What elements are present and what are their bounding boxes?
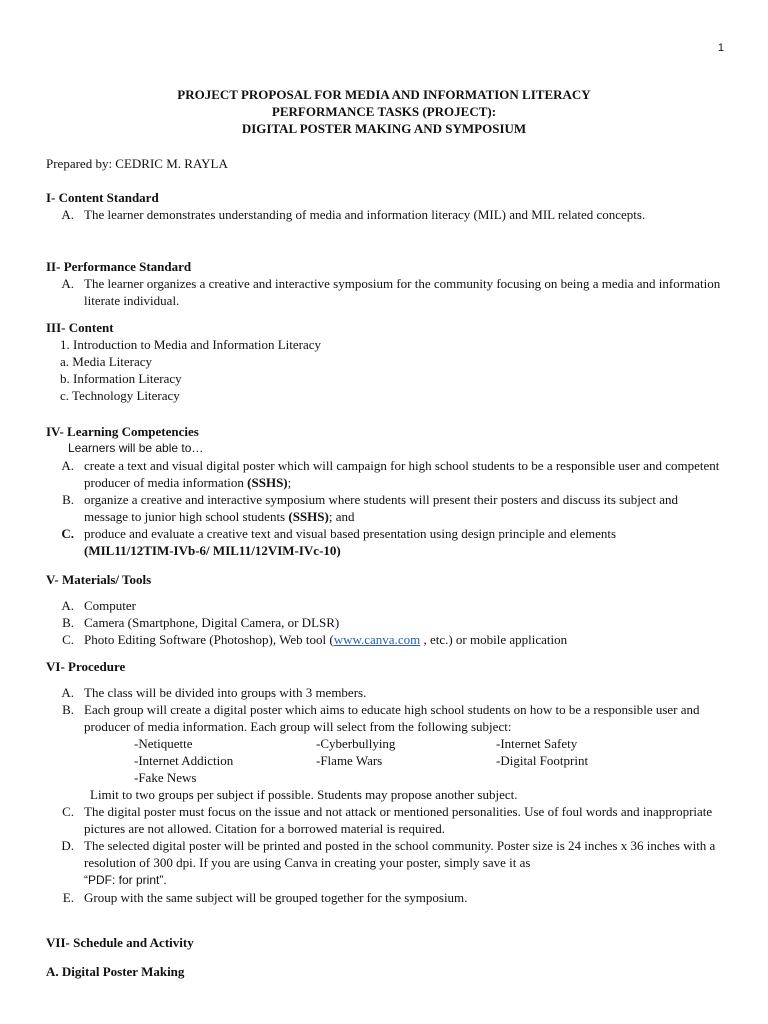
- page-number: 1: [717, 42, 724, 54]
- text-run: Photo Editing Software (Photoshop), Web tool (: [84, 632, 334, 647]
- text-run: ;: [287, 475, 292, 490]
- list-marker: D.: [61, 838, 74, 853]
- text-bold: (SSHS): [288, 509, 329, 524]
- subject-item: -Cyberbullying: [316, 736, 396, 751]
- list-marker: C.: [61, 526, 74, 541]
- list-marker: A.: [61, 276, 74, 291]
- list-item: 1. Introduction to Media and Information Literacy: [60, 337, 322, 352]
- list-item: [46, 614, 724, 631]
- list-text: The learner demonstrates understanding of media and information literacy (MIL) and MIL related concepts.: [84, 207, 646, 222]
- list-item: [46, 457, 724, 491]
- text-run: The selected digital poster will be printed and posted in the school community. Poster size is 24 inches x 36 inches with a resolution of 300 dpi. If you are using Canva in creating your poster, simply save it as: [84, 838, 716, 870]
- list-item: [46, 631, 724, 648]
- section-heading: III- Content: [46, 320, 114, 335]
- text-run: “PDF: for print”.: [84, 873, 167, 887]
- subject-item: -Fake News: [134, 770, 197, 785]
- competency-code: (MIL11/12TIM-IVb-6/ MIL11/12VIM-IVc-10): [84, 543, 341, 558]
- competencies-intro: Learners will be able to…: [68, 441, 204, 455]
- list-text: [84, 525, 724, 559]
- text-run: create a text and visual digital poster which will campaign for high school students to be a responsible user and competent producer of media information: [84, 458, 720, 490]
- text-bold: (SSHS): [247, 475, 288, 490]
- list-item: [46, 525, 724, 559]
- list-marker: B.: [62, 615, 74, 630]
- list-marker: C.: [62, 632, 74, 647]
- subject-item: -Internet Addiction: [134, 753, 234, 768]
- list-marker: C.: [62, 804, 74, 819]
- list-text: Camera (Smartphone, Digital Camera, or DLSR): [84, 615, 340, 630]
- list-item: [46, 597, 724, 614]
- title-line-1: PROJECT PROPOSAL FOR MEDIA AND INFORMATION LITERACY: [177, 87, 591, 102]
- prepared-by: Prepared by: CEDRIC M. RAYLA: [46, 156, 228, 171]
- section-heading: IV- Learning Competencies: [46, 424, 199, 439]
- list-item: [46, 275, 724, 309]
- list-text: Computer: [84, 598, 136, 613]
- section-content: [46, 319, 724, 404]
- list-text: Group with the same subject will be grouped together for the symposium.: [84, 890, 468, 905]
- subject-row: [46, 769, 724, 786]
- section-heading: VI- Procedure: [46, 659, 126, 674]
- title-line-2: PERFORMANCE TASKS (PROJECT):: [271, 104, 497, 119]
- list-marker: A.: [61, 207, 74, 222]
- section-content-standard: [46, 189, 724, 223]
- list-marker: B.: [62, 492, 74, 507]
- list-text: [84, 457, 724, 491]
- list-marker: A.: [61, 458, 74, 473]
- text-run: produce and evaluate a creative text and visual based presentation using design principle and elements: [84, 526, 617, 541]
- list-item: [46, 206, 724, 223]
- text-run: organize a creative and interactive symposium where students will present their posters and discuss its subject and message to junior high school students: [84, 492, 678, 524]
- section-heading: V- Materials/ Tools: [46, 572, 152, 587]
- subject-item: -Internet Safety: [496, 736, 578, 751]
- list-marker: B.: [62, 702, 74, 717]
- section-heading: I- Content Standard: [46, 190, 159, 205]
- section-learning-competencies: [46, 423, 724, 559]
- list-marker: E.: [62, 890, 74, 905]
- section-performance-standard: [46, 258, 724, 309]
- section-heading: VII- Schedule and Activity: [46, 935, 194, 950]
- list-text: [84, 837, 724, 889]
- canva-link[interactable]: www.canva.com: [333, 632, 421, 647]
- subject-item: -Flame Wars: [316, 753, 383, 768]
- text-run: , etc.) or mobile application: [420, 632, 568, 647]
- subject-row: [46, 752, 724, 769]
- subject-limit-note: Limit to two groups per subject if possible. Students may propose another subject.: [90, 787, 518, 802]
- subject-item: -Digital Footprint: [496, 753, 589, 768]
- list-item: [46, 491, 724, 525]
- document-title: [0, 86, 768, 137]
- list-item: [46, 803, 724, 837]
- text-run: ; and: [328, 509, 355, 524]
- section-heading: II- Performance Standard: [46, 259, 192, 274]
- list-item: [46, 889, 724, 906]
- list-text: The digital poster must focus on the issue and not attack or mentioned personalities. Use of foul words and inappropriate pictures are not allowed. Citation for a borrowed material is required.: [84, 804, 713, 836]
- list-marker: A.: [61, 598, 74, 613]
- subject-item: -Netiquette: [134, 736, 193, 751]
- subsection-heading: A. Digital Poster Making: [46, 964, 185, 979]
- list-text: The class will be divided into groups with 3 members.: [84, 685, 367, 700]
- list-text: [84, 631, 724, 648]
- list-item: b. Information Literacy: [60, 371, 182, 386]
- subject-row: [46, 735, 724, 752]
- section-materials: [46, 571, 724, 648]
- section-schedule: [46, 934, 724, 980]
- list-text: The learner organizes a creative and interactive symposium for the community focusing on being a media and information literate individual.: [84, 276, 721, 308]
- list-text: [84, 491, 724, 525]
- list-marker: A.: [61, 685, 74, 700]
- list-item: [46, 837, 724, 889]
- list-item: a. Media Literacy: [60, 354, 153, 369]
- list-item: [46, 701, 724, 735]
- title-line-3: DIGITAL POSTER MAKING AND SYMPOSIUM: [241, 121, 527, 136]
- list-item: [46, 684, 724, 701]
- list-text: Each group will create a digital poster which aims to educate high school students on how to be a responsible user and producer of media information. Each group will select from the following subject:: [84, 702, 700, 734]
- list-item: c. Technology Literacy: [60, 388, 180, 403]
- section-procedure: [46, 658, 724, 906]
